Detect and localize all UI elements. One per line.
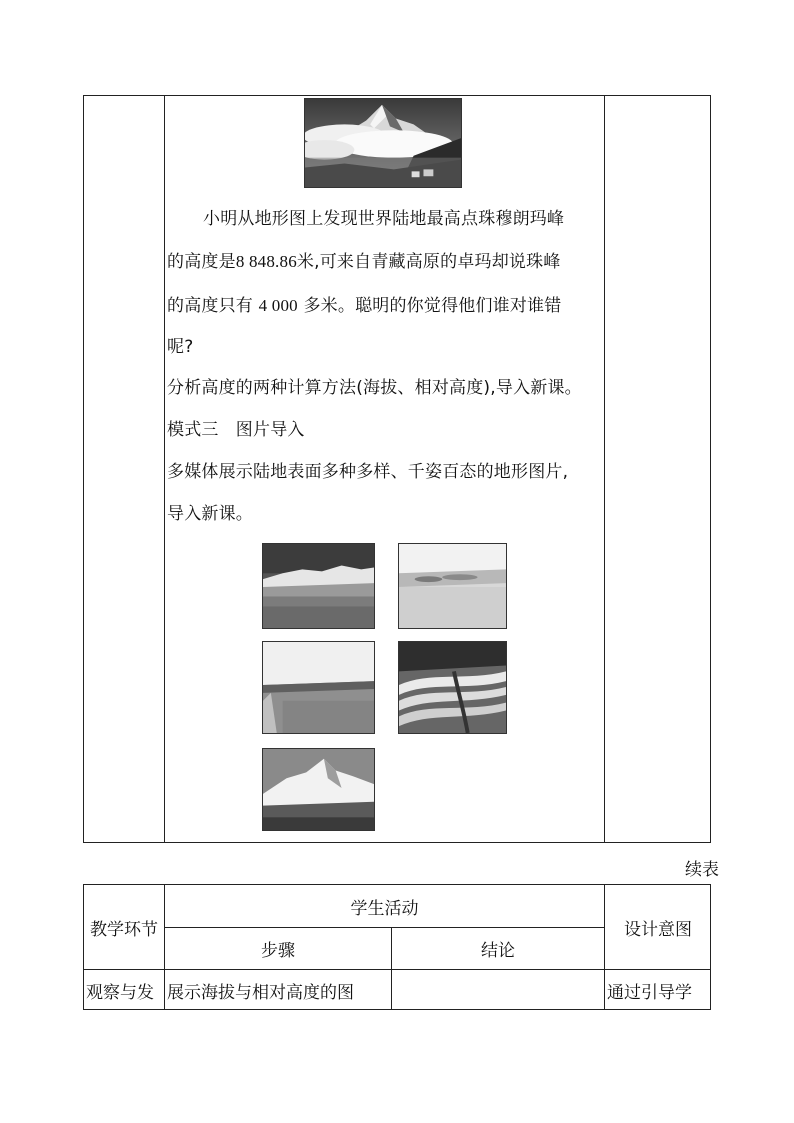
text-fragment: 多米。聪明的你觉得他们谁对谁错 [303, 296, 562, 316]
everest-photo [304, 98, 462, 188]
header-steps: 步骤 [261, 941, 295, 961]
header-teaching-stage: 教学环节 [90, 919, 158, 940]
row-stage-cell: 观察与发 [86, 982, 154, 1003]
row-steps-cell: 展示海拔与相对高度的图 [167, 982, 354, 1003]
terraces-photo [398, 641, 507, 734]
paragraph-line [167, 295, 605, 317]
row-intent-cell: 通过引导学 [607, 982, 692, 1003]
text-fragment: 米,可来自青藏高原的卓玛却说珠峰 [296, 252, 561, 272]
paragraph-line [167, 251, 605, 273]
text-fragment: 的高度只有 [167, 296, 253, 316]
header-conclusion: 结论 [481, 941, 515, 961]
everest-height-value: 8 848.86 [235, 252, 297, 271]
text-fragment: 的高度是 [167, 252, 236, 272]
multimedia-text: 多媒体展示陆地表面多种多样、千姿百态的地形图片, [167, 462, 569, 482]
plain-photo [398, 543, 507, 629]
mode3-title: 模式三 图片导入 [167, 420, 305, 440]
header-design-intent: 设计意图 [624, 919, 692, 940]
snow-mountain-photo [262, 748, 375, 831]
relative-height-value: 4 000 [258, 296, 298, 315]
field-photo [262, 641, 375, 734]
paragraph-line: 呢? [167, 337, 194, 357]
header-student-activity: 学生活动 [350, 898, 419, 919]
row-conclusion-cell [392, 970, 604, 1010]
multimedia-text: 导入新课。 [167, 504, 253, 524]
paragraph-line: 小明从地形图上发现世界陆地最高点珠穆朗玛峰 [203, 209, 565, 229]
plateau-photo [262, 543, 375, 629]
lesson-table-bottom [83, 884, 711, 1010]
analysis-text: 分析高度的两种计算方法(海拔、相对高度),导入新课。 [167, 378, 582, 398]
continuation-label: 续表 [685, 860, 719, 880]
